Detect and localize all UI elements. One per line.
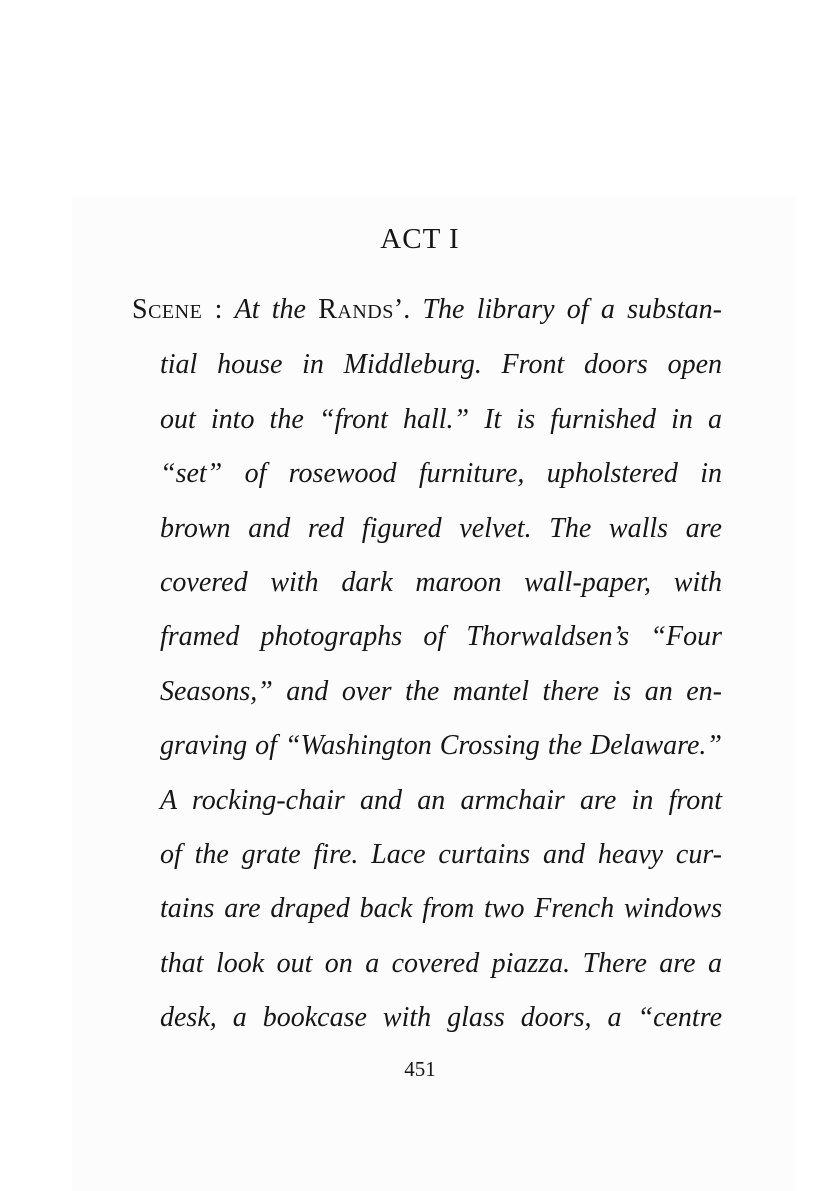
text-line-content: A rocking-chair and an armchair are in front bbox=[160, 785, 722, 816]
text-line-content: of the grate fire. Lace curtains and heavy cur- bbox=[160, 839, 722, 870]
text-line-content: framed photographs of Thorwaldsen’s “Four bbox=[160, 621, 722, 652]
text-line-content: covered with dark maroon wall-paper, with bbox=[160, 567, 722, 598]
scene-line-1-text: The library of a substan- bbox=[422, 294, 722, 325]
text-line bbox=[160, 729, 722, 763]
act-title: ACT I bbox=[380, 223, 460, 255]
text-line bbox=[160, 512, 722, 546]
text-line-content: desk, a bookcase with glass doors, a “centre bbox=[160, 1002, 722, 1033]
text-line-content: out into the “front hall.” It is furnished in a bbox=[160, 404, 722, 435]
scene-colon: : bbox=[202, 294, 235, 325]
scene-rands-apostrophe: ’. bbox=[393, 294, 411, 325]
text-line-content: tial house in Middleburg. Front doors open bbox=[160, 349, 722, 380]
text-line bbox=[160, 403, 722, 437]
text-line bbox=[160, 892, 722, 926]
text-line-content: tains are draped back from two French windows bbox=[160, 893, 722, 924]
text-line-content: graving of “Washington Crossing the Delaware.” bbox=[160, 730, 722, 761]
scene-at-the: At the bbox=[234, 294, 319, 325]
text-line bbox=[160, 784, 722, 818]
text-line bbox=[160, 838, 722, 872]
scene-line-1 bbox=[132, 293, 722, 327]
scene-label: Scene bbox=[132, 294, 203, 325]
text-line bbox=[160, 566, 722, 600]
text-line-content: Seasons,” and over the mantel there is an en- bbox=[160, 676, 722, 707]
text-line-content: that look out on a covered piazza. There are a bbox=[160, 948, 722, 979]
text-line bbox=[160, 620, 722, 654]
text-line-content: brown and red figured velvet. The walls are bbox=[160, 513, 722, 544]
text-line bbox=[160, 1001, 722, 1035]
text-line bbox=[160, 947, 722, 981]
text-line-content: “set” of rosewood furniture, upholstered in bbox=[160, 458, 722, 489]
scene-rands: Rands bbox=[318, 294, 394, 325]
text-line bbox=[160, 457, 722, 491]
text-line bbox=[160, 348, 722, 382]
text-line bbox=[160, 675, 722, 709]
page-number: 451 bbox=[404, 1057, 436, 1081]
